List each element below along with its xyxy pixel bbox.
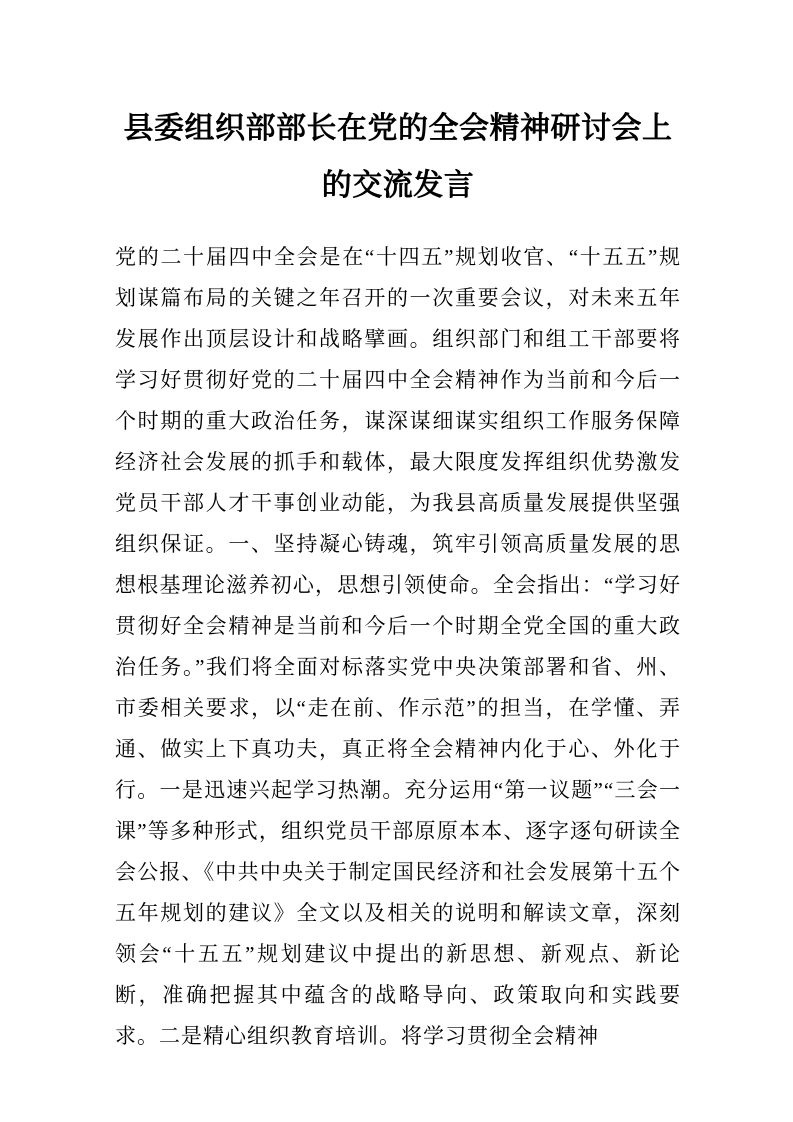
document-title: 县委组织部部长在党的全会精神研讨会上的交流发言 [123, 112, 673, 202]
document-body-paragraph: 党的二十届四中全会是在“十四五”规划收官、“十五五”规划谋篇布局的关键之年召开的一次重要会议，对未来五年发展作出顶层设计和战略擘画。组织部门和组工干部要将学习好贯彻好党的二十届四中全会精神作为当前和今后一个时期的重大政治任务，谋深谋细谋实组织工作服务保障经济社会发展的抓手和载体，最大限度发挥组织优势激发党员干部人才干事创业动能，为我县高质量发展提供坚强组织保证。一、坚持凝心铸魂，筑牢引领高质量发展的思想根基理论滋养初心，思想引领使命。全会指出：“学习好贯彻好全会精神是当前和今后一个时期全党全国的重大政治任务。”我们将全面对标落实党中央决策部署和省、州、市委相关要求，以“走在前、作示范”的担当，在学懂、弄通、做实上下真功夫，真正将全会精神内化于心、外化于行。一是迅速兴起学习热潮。充分运用“第一议题”“三会一课”等多种形式，组织党员干部原原本本、逐字逐句研读全会公报、《中共中央关于制定国民经济和社会发展第十五个五年规划的建议》全文以及相关的说明和解读文章，深刻领会“十五五”规划建议中提出的新思想、新观点、新论断，准确把握其中蕴含的战略导向、政策取向和实践要求。二是精心组织教育培训。将学习贯彻全会精神 [115, 245, 681, 1048]
